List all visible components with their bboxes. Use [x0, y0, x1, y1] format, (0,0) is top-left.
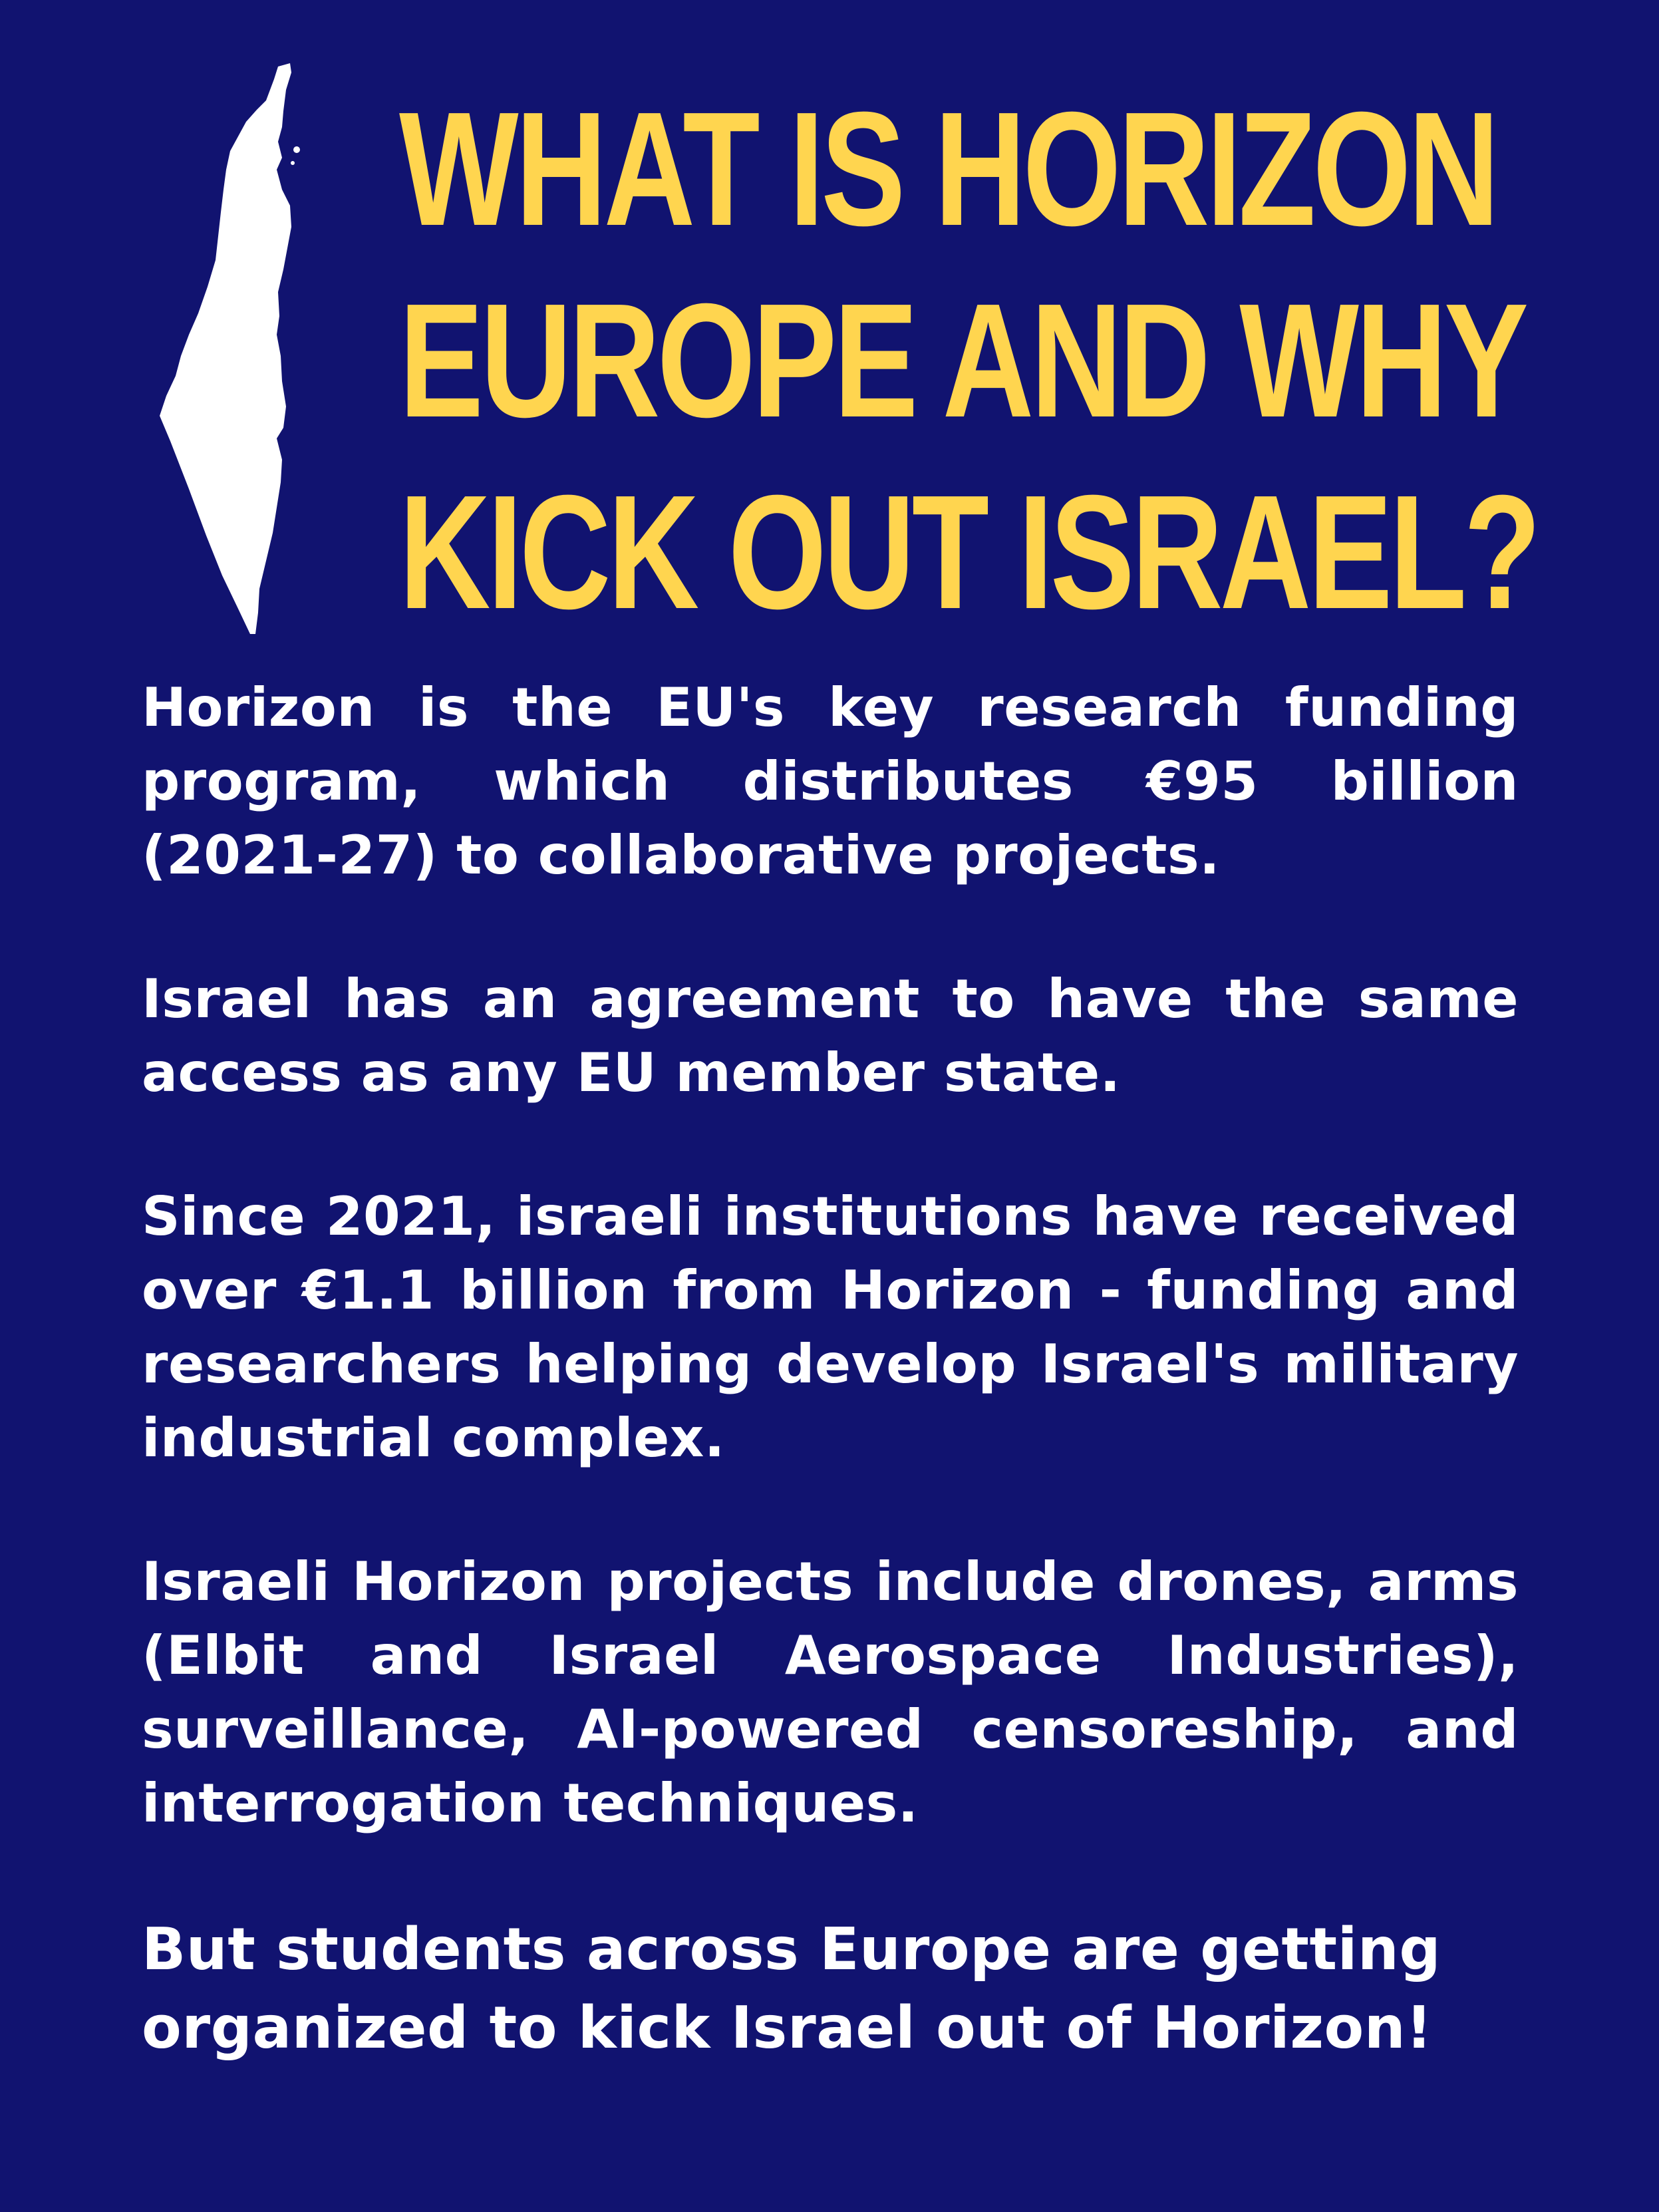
paragraph-israel-agreement: Israel has an agreement to have the same access as any EU member state. — [142, 968, 1519, 1104]
paragraph-israeli-projects: Israeli Horizon projects include drones, arms (Elbit and Israel Aerospace Industries), surveillance, AI-powered censoreship, and interrogation techniques. — [142, 1551, 1519, 1834]
body-copy — [142, 671, 1519, 2137]
headline-line-2: EUROPE AND WHY — [399, 269, 1526, 451]
closing-call-to-action: But students across Europe are getting organized to kick Israel out of Horizon! — [142, 1915, 1441, 2062]
paragraph-funding-since-2021: Since 2021, israeli institutions have received over €1.1 billion from Horizon - funding and researchers helping develop Israel's military industrial complex. — [142, 1185, 1519, 1469]
map-silhouette-icon — [160, 63, 319, 635]
headline-line-3: KICK OUT ISRAEL? — [399, 461, 1538, 643]
headline — [399, 73, 1538, 648]
paragraph-horizon-overview: Horizon is the EU's key research funding program, which distributes €95 billion (2021-27) to collaborative projects. — [142, 677, 1519, 886]
headline-line-1: WHAT IS HORIZON — [399, 78, 1497, 259]
